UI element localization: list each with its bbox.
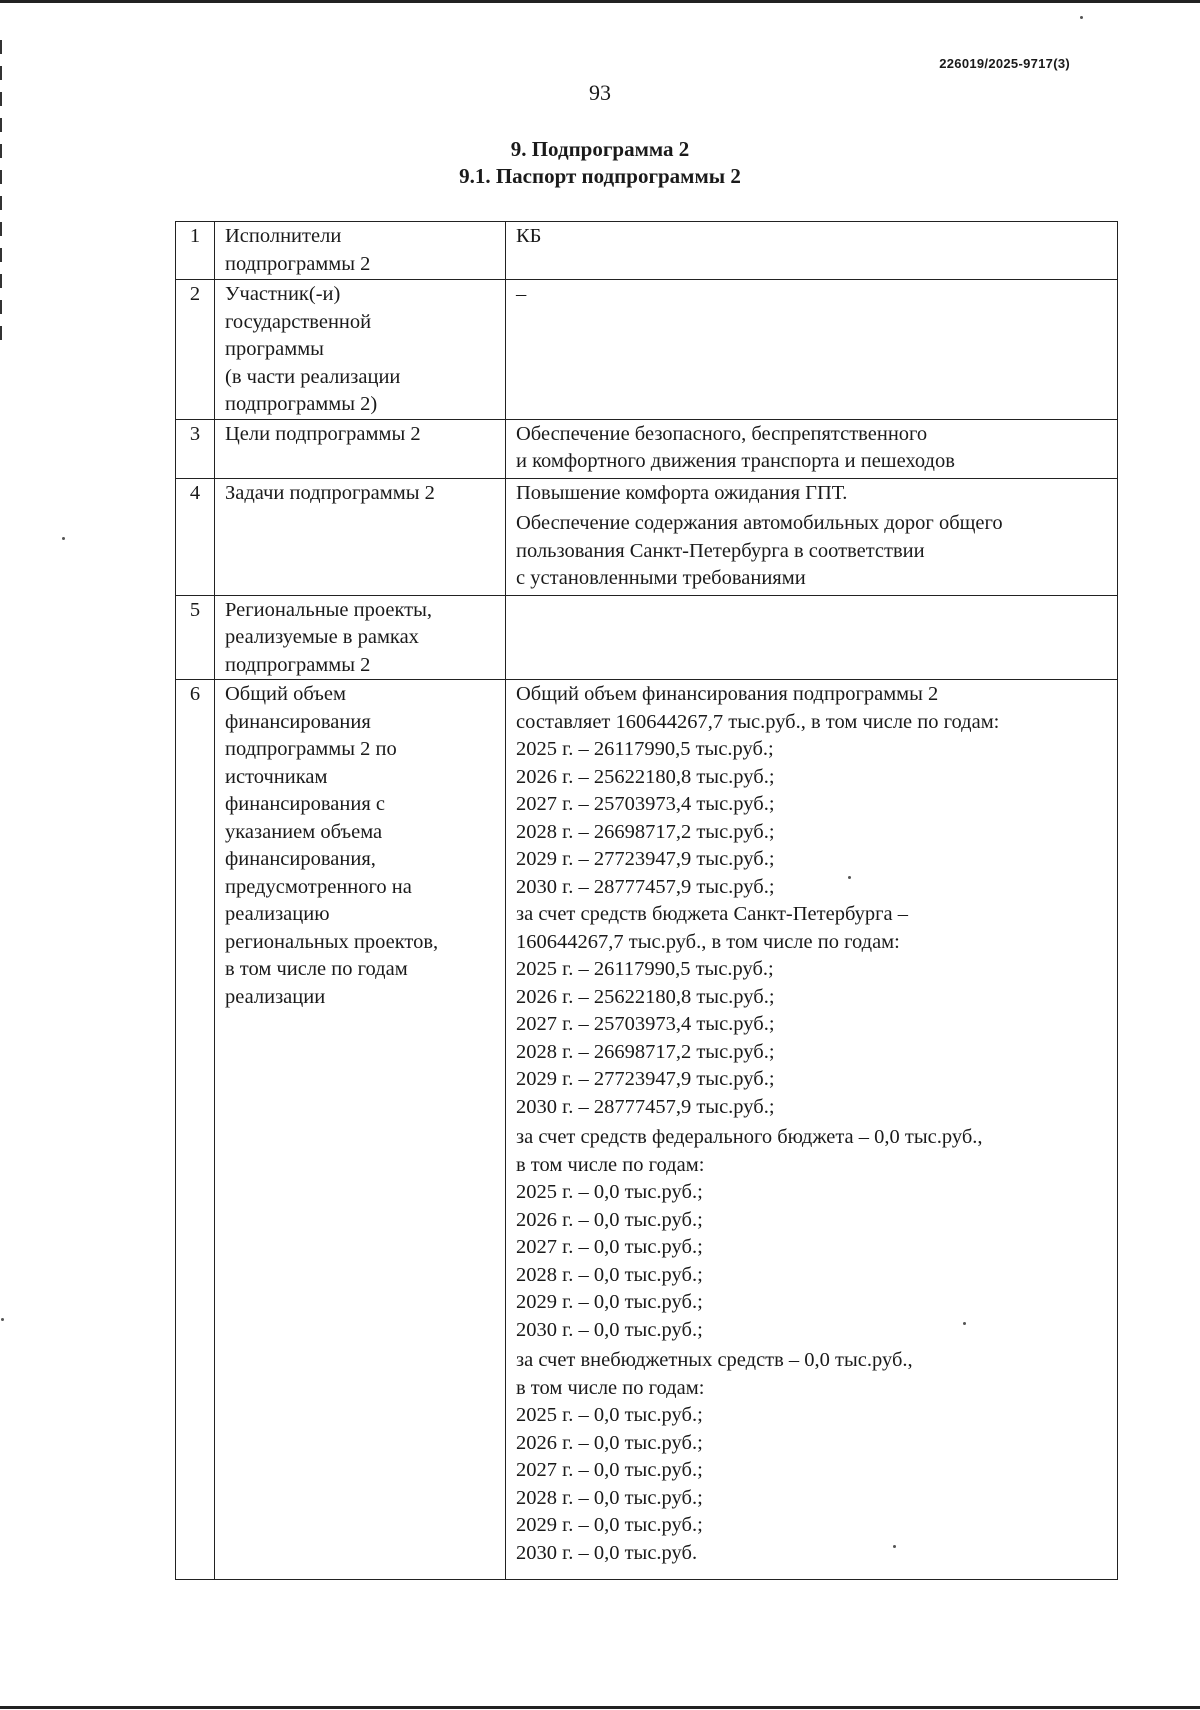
financing-year-line: 2029 г. – 0,0 тыс.руб.; bbox=[516, 1514, 703, 1536]
table-row bbox=[176, 222, 1118, 280]
row-value-regional-projects bbox=[506, 595, 1118, 680]
subprogram-passport-table bbox=[175, 221, 1118, 1580]
financing-year-line: 2026 г. – 0,0 тыс.руб.; bbox=[516, 1208, 703, 1231]
financing-year-line: 2025 г. – 26117990,5 тыс.руб.; bbox=[516, 738, 774, 760]
financing-year-line: 2027 г. – 25703973,4 тыс.руб.; bbox=[516, 1013, 775, 1035]
financing-year-line: 2030 г. – 0,0 тыс.руб.; bbox=[516, 1318, 703, 1341]
financing-year-line: 2028 г. – 26698717,2 тыс.руб.; bbox=[516, 820, 775, 843]
section-title: 9. Подпрограмма 2 bbox=[510, 137, 690, 161]
row-label-regional-projects: Региональные проекты, реализуемые в рамках подпрограммы 2 bbox=[215, 595, 506, 680]
scan-top-border bbox=[0, 0, 1200, 3]
financing-year-line: 2030 г. – 28777457,9 тыс.руб.; bbox=[516, 875, 775, 898]
row-number: 6 bbox=[176, 680, 215, 1580]
scan-speck bbox=[1080, 16, 1083, 19]
document-registration-number: 226019/2025-9717(3) bbox=[939, 56, 1070, 71]
financing-federal-budget-block bbox=[516, 1124, 1107, 1344]
financing-year-line: 2025 г. – 26117990,5 тыс.руб.; bbox=[516, 958, 774, 980]
row-number: 5 bbox=[176, 595, 215, 680]
row-label-executors: Исполнители подпрограммы 2 bbox=[215, 222, 506, 280]
row-number: 1 bbox=[176, 222, 215, 280]
financing-year-line: 2029 г. – 27723947,9 тыс.руб.; bbox=[516, 1068, 775, 1090]
financing-total-intro: Общий объем финансирования подпрограммы 2 составляет 160644267,7 тыс.руб., в том числе по годам: bbox=[516, 683, 1000, 733]
financing-year-line: 2026 г. – 25622180,8 тыс.руб.; bbox=[516, 765, 775, 788]
row-value-goals: Обеспечение безопасного, беспрепятственного и комфортного движения транспорта и пешеходов bbox=[506, 419, 1118, 478]
financing-year-line: 2030 г. – 28777457,9 тыс.руб.; bbox=[516, 1095, 775, 1118]
row-value-executors: КБ bbox=[506, 222, 1118, 280]
financing-extra-budget-intro: за счет внебюджетных средств – 0,0 тыс.руб., в том числе по годам: bbox=[516, 1349, 913, 1399]
task-item: Повышение комфорта ожидания ГПТ. bbox=[516, 481, 848, 504]
financing-year-line: 2027 г. – 0,0 тыс.руб.; bbox=[516, 1236, 703, 1258]
table-row bbox=[176, 280, 1118, 420]
financing-city-budget-intro: за счет средств бюджета Санкт-Петербурга – 160644267,7 тыс.руб., в том числе по годам: bbox=[516, 903, 908, 953]
financing-year-line: 2025 г. – 0,0 тыс.руб.; bbox=[516, 1181, 703, 1203]
row-label-financing: Общий объем финансирования подпрограммы 2 по источникам финансирования с указанием объема финансирования, предусмотренного на реализацию региональных проектов, в том числе по годам реализации bbox=[215, 680, 506, 1580]
row-value-financing bbox=[506, 680, 1118, 1580]
page-number: 93 bbox=[589, 80, 611, 105]
financing-extra-budget-block bbox=[516, 1347, 1107, 1567]
financing-year-line: 2028 г. – 0,0 тыс.руб.; bbox=[516, 1263, 703, 1286]
scan-bottom-border bbox=[0, 1706, 1200, 1709]
financing-year-line: 2028 г. – 0,0 тыс.руб.; bbox=[516, 1486, 703, 1509]
financing-year-line: 2028 г. – 26698717,2 тыс.руб.; bbox=[516, 1040, 775, 1063]
row-value-participants: – bbox=[506, 280, 1118, 420]
financing-federal-budget-intro: за счет средств федерального бюджета – 0,0 тыс.руб., в том числе по годам: bbox=[516, 1126, 983, 1176]
table-row bbox=[176, 419, 1118, 478]
financing-year-line: 2026 г. – 0,0 тыс.руб.; bbox=[516, 1431, 703, 1454]
row-label-tasks: Задачи подпрограммы 2 bbox=[215, 478, 506, 595]
task-item: Обеспечение содержания автомобильных дорог общего пользования Санкт-Петербурга в соответствии с установленными требованиями bbox=[516, 512, 1003, 589]
scan-speck bbox=[1, 1318, 4, 1321]
row-number: 3 bbox=[176, 419, 215, 478]
financing-year-line: 2027 г. – 0,0 тыс.руб.; bbox=[516, 1459, 703, 1481]
table-row bbox=[176, 680, 1118, 1580]
row-number: 2 bbox=[176, 280, 215, 420]
financing-city-budget-block bbox=[516, 901, 1107, 1121]
financing-year-line: 2029 г. – 27723947,9 тыс.руб.; bbox=[516, 848, 775, 870]
scan-speck bbox=[62, 537, 65, 540]
financing-year-line: 2029 г. – 0,0 тыс.руб.; bbox=[516, 1291, 703, 1313]
row-label-participants: Участник(-и) государственной программы (в части реализации подпрограммы 2) bbox=[215, 280, 506, 420]
section-heading bbox=[300, 136, 900, 190]
row-label-goals: Цели подпрограммы 2 bbox=[215, 419, 506, 478]
table-row bbox=[176, 478, 1118, 595]
section-subtitle: 9.1. Паспорт подпрограммы 2 bbox=[459, 164, 741, 188]
financing-year-line: 2030 г. – 0,0 тыс.руб. bbox=[516, 1541, 698, 1564]
financing-year-line: 2026 г. – 25622180,8 тыс.руб.; bbox=[516, 985, 775, 1008]
row-value-tasks bbox=[506, 478, 1118, 595]
table-row bbox=[176, 595, 1118, 680]
financing-year-line: 2027 г. – 25703973,4 тыс.руб.; bbox=[516, 793, 775, 815]
financing-year-line: 2025 г. – 0,0 тыс.руб.; bbox=[516, 1404, 703, 1426]
scan-left-edge-marks bbox=[0, 40, 2, 340]
financing-total-block bbox=[516, 681, 1107, 901]
row-number: 4 bbox=[176, 478, 215, 595]
